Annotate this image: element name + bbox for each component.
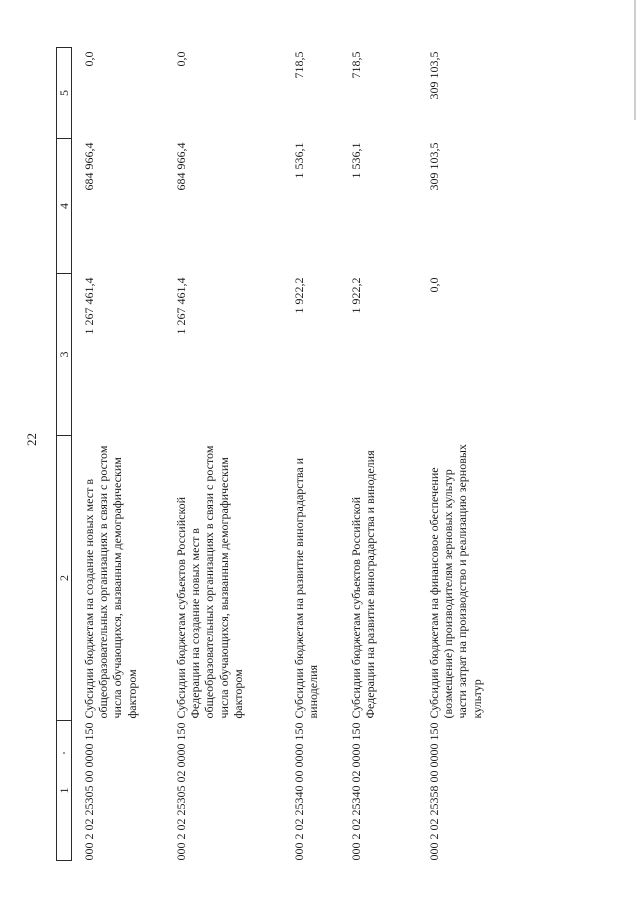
row-value-col5: 718,5 [349, 51, 364, 79]
row-value-col3: 0,0 [427, 277, 442, 293]
row-value-col4: 684 966,4 [174, 142, 189, 191]
budget-table [56, 47, 537, 861]
row-value-col3: 1 267 461,4 [82, 277, 97, 335]
header-col-2: 2 [57, 436, 72, 721]
header-col-5: 5 [57, 48, 72, 139]
table-row [72, 48, 165, 861]
header-col-4: 4 [57, 139, 72, 274]
row-value-col5: 0,0 [82, 51, 97, 67]
row-value-col4: 1 536,1 [349, 142, 364, 179]
row-value-col5: 718,5 [292, 51, 307, 79]
row-value-col4: 1 536,1 [292, 142, 307, 179]
header-col-3: 3 [57, 274, 72, 436]
table-row [282, 48, 339, 861]
row-code: 000 2 02 25340 00 0000 150 [292, 722, 307, 861]
rotated-table-container [56, 48, 631, 861]
table-row [164, 48, 282, 861]
row-value-col5: 0,0 [174, 51, 189, 67]
scan-edge-mark [634, 0, 636, 120]
row-description: Субсидии бюджетам на финансовое обеспечение (возмещение) производителям зерновых культур части затрат на производство и реализацию зерновых культур [427, 444, 484, 719]
row-description: Субсидии бюджетам на развитие виноградарства и виноделия [292, 457, 321, 719]
row-description: Субсидии бюджетам на создание новых мест в общеобразовательных организациях в связи с ростом числа обучающихся, вызванным демографическим фактором [82, 445, 139, 719]
row-code: 000 2 02 25340 02 0000 150 [349, 722, 364, 861]
table-row [339, 48, 417, 861]
row-value-col4: 684 966,4 [82, 142, 97, 191]
row-value-col3: 1 922,2 [292, 277, 307, 314]
row-code: 000 2 02 25305 02 0000 150 [174, 722, 189, 861]
header-col-1: 1 [57, 721, 72, 861]
row-value-col3: 1 267 461,4 [174, 277, 189, 335]
row-description: Субсидии бюджетам субъектов Российской Федерации на развитие виноградарства и виноделия [349, 450, 378, 719]
row-value-col3: 1 922,2 [349, 277, 364, 314]
row-value-col5: 309 103,5 [427, 51, 442, 100]
page-number: 22 [24, 433, 39, 446]
table-row [417, 48, 537, 861]
header-row [57, 48, 72, 861]
row-description: Субсидии бюджетам субъектов Российской Федерации на создание новых мест в общеобразовательных организациях в связи с ростом числа обучающихся, вызванным демографическим фактором [174, 445, 245, 719]
row-code: 000 2 02 25305 00 0000 150 [82, 722, 97, 861]
row-value-col4: 309 103,5 [427, 142, 442, 191]
row-code: 000 2 02 25358 00 0000 150 [427, 722, 442, 861]
